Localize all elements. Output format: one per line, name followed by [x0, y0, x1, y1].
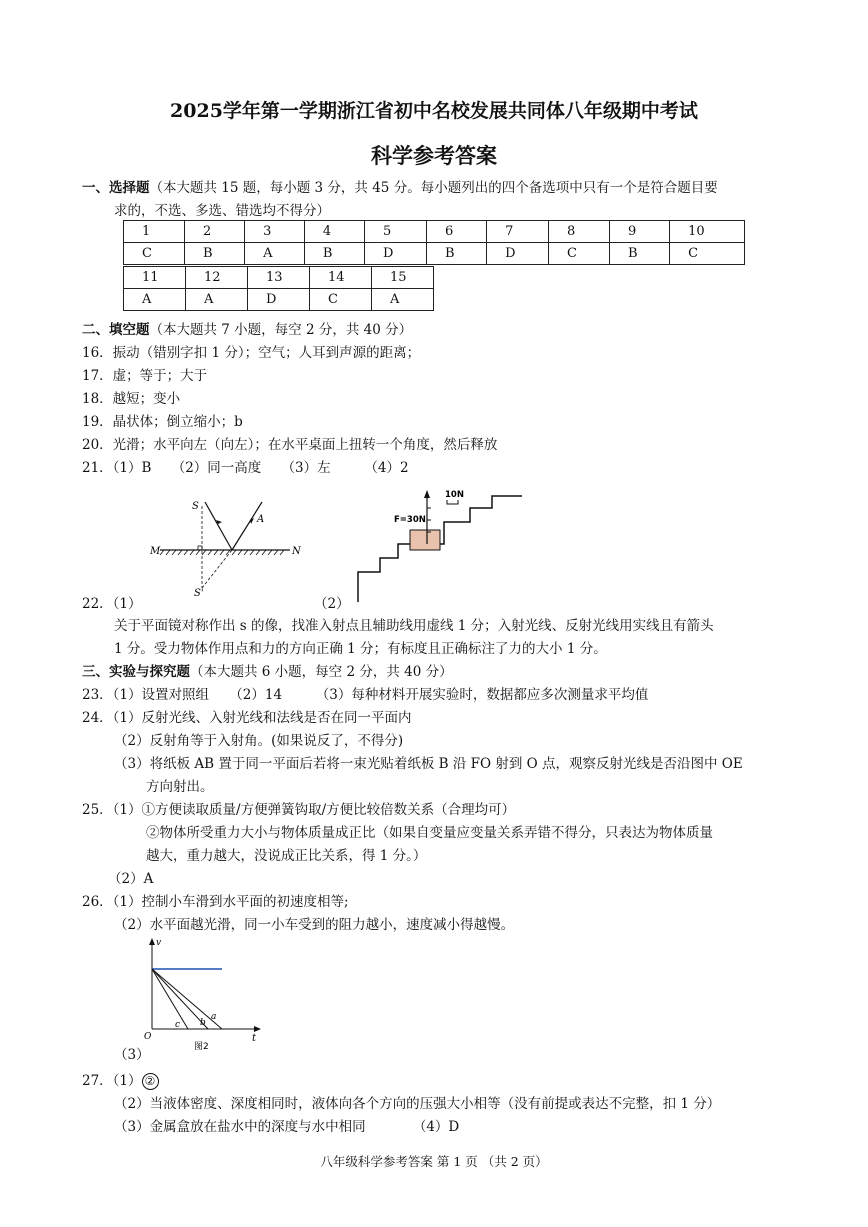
answer-q26-2: （2）水平面越光滑，同一小车受到的阻力越小，速度减小得越慢。	[114, 917, 515, 933]
force-scale-ticks	[427, 508, 431, 532]
reflected-ray	[232, 502, 265, 550]
question-number: 1	[124, 221, 185, 243]
line-c	[152, 969, 188, 1029]
answer-q27-3: （3）金属盒放在盐水中的深度与水中相同 （4）D	[114, 1119, 460, 1135]
question-number: 13	[248, 267, 310, 289]
label-c: c	[175, 1020, 181, 1030]
incident-ray	[205, 502, 232, 550]
question-number: 3	[245, 221, 305, 243]
label-s-image: S'	[194, 588, 204, 598]
label-s: S	[192, 501, 199, 512]
answer-table-2	[123, 266, 434, 311]
table-row	[124, 243, 745, 265]
answer-cell: D	[364, 243, 426, 265]
page-footer: 八年级科学参考答案 第 1 页 （共 2 页）	[320, 1154, 548, 1169]
answer-q24-3b: 方向射出。	[146, 779, 214, 795]
label-a: a	[211, 1012, 217, 1022]
answer-cell: A	[372, 289, 434, 311]
answer-q17: 17．虚；等于；大于	[82, 368, 208, 384]
answer-q24-1: 24．（1）反射光线、入射光线和法线是否在同一平面内	[82, 710, 412, 726]
answer-q16: 16．振动（错别字扣 1 分）；空气；人耳到声源的距离；	[82, 345, 421, 361]
answer-cell: A	[124, 289, 186, 311]
section3-desc: （本大题共 6 小题，每空 2 分，共 40 分）	[190, 664, 453, 680]
section1-line	[82, 176, 718, 196]
answer-q24-3a: （3）将纸板 AB 置于同一平面后若将一束光贴着纸板 B 沿 FO 射到 O 点，观察反射光线是否沿图中 OE	[114, 756, 743, 772]
section3-line	[82, 660, 453, 680]
answer-q19: 19．晶状体；倒立缩小；b	[82, 414, 243, 430]
t-label: t	[252, 1033, 257, 1044]
question-number: 15	[372, 267, 434, 289]
answer-cell: A	[186, 289, 248, 311]
answer-cell: C	[670, 243, 745, 265]
exam-title: 2025学年第一学期浙江省初中名校发展共同体八年级期中考试	[170, 100, 698, 122]
mirror-reflection-figure	[140, 488, 315, 598]
answer-q25-2b: 越大，重力越大，没说成正比关系，得 1 分。）	[146, 848, 427, 864]
question-number: 12	[186, 267, 248, 289]
block	[410, 530, 440, 550]
mirror-hatching	[160, 550, 284, 555]
circled-answer: ②	[142, 1073, 159, 1090]
answer-cell: C	[124, 243, 185, 265]
force-diagram-figure	[352, 486, 532, 602]
force-arrow-icon	[424, 490, 430, 498]
answer-q27-1	[82, 1069, 159, 1090]
answer-table-1	[123, 220, 745, 265]
table-row	[124, 267, 434, 289]
answer-q24-2: （2）反射角等于入射角。(如果说反了，不得分)	[114, 733, 404, 749]
v-axis-arrow-icon	[149, 938, 155, 945]
question-number: 2	[184, 221, 244, 243]
label-n: N	[292, 546, 301, 557]
answer-cell: D	[487, 243, 549, 265]
question-number: 10	[670, 221, 745, 243]
scale-label: 10N	[445, 490, 464, 500]
answer-q27-2: （2）当液体密度、深度相同时，液体向各个方向的压强大小相等（没有前提或表达不完整，扣 1 分）	[114, 1096, 721, 1112]
answer-q22-part2: （2）	[314, 596, 350, 612]
q27-1-prefix: 27．（1）	[82, 1073, 142, 1089]
answer-subtitle: 科学参考答案	[371, 143, 497, 168]
answer-q25-2a: ②物体所受重力大小与物体质量成正比（如果自变量应变量关系弄错不得分，只表达为物体质量	[146, 825, 713, 841]
answer-q26-3: （3）	[114, 1047, 150, 1063]
q22-scoring-note-2: 1 分。受力物体作用点和力的方向正确 1 分；有标度且正确标注了力的大小 1 分。	[114, 641, 607, 657]
scale-bar	[447, 500, 458, 504]
section2-line	[82, 318, 412, 338]
answer-cell: B	[304, 243, 364, 265]
table-row	[124, 289, 434, 311]
velocity-time-graph	[140, 935, 265, 1055]
answer-q20: 20．光滑；水平向左（向左）；在水平桌面上扭转一个角度，然后释放	[82, 437, 498, 453]
answer-cell: C	[549, 243, 610, 265]
answer-cell: A	[245, 243, 305, 265]
section1-desc: （本大题共 15 题，每小题 3 分，共 45 分。每小题列出的四个备选项中只有一个是符合题目要	[149, 180, 718, 196]
answer-cell: B	[184, 243, 244, 265]
v-label: v	[156, 938, 162, 948]
question-number: 9	[609, 221, 669, 243]
force-label: F=30N	[394, 515, 426, 525]
label-a: A	[257, 514, 265, 525]
q22-scoring-note-1: 关于平面镜对称作出 s 的像，找准入射点且辅助线用虚线 1 分；入射光线、反射光线用实线且有箭头	[114, 618, 714, 634]
t-axis-arrow-icon	[254, 1026, 261, 1032]
origin-label: O	[144, 1032, 152, 1042]
question-number: 14	[310, 267, 372, 289]
question-number: 5	[364, 221, 426, 243]
question-number: 4	[304, 221, 364, 243]
section3-heading: 三、实验与探究题	[82, 664, 190, 680]
answer-q22-part1: 22．（1）	[82, 596, 142, 612]
answer-cell: B	[609, 243, 669, 265]
section2-desc: （本大题共 7 小题，每空 2 分，共 40 分）	[149, 322, 413, 338]
graph-caption: 图2	[194, 1042, 209, 1052]
answer-q25-3: （2）A	[108, 871, 154, 887]
section1-heading: 一、选择题	[82, 180, 150, 196]
answer-q25-1: 25．（1）①方便读取质量/方便弹簧钩取/方便比较倍数关系（合理均可）	[82, 802, 516, 818]
answer-cell: D	[248, 289, 310, 311]
answer-cell: C	[310, 289, 372, 311]
table-row	[124, 221, 745, 243]
answer-cell: B	[426, 243, 486, 265]
label-b: b	[200, 1018, 206, 1028]
question-number: 8	[549, 221, 610, 243]
answer-q21: 21．（1）B （2）同一高度 （3）左 （4）2	[82, 460, 409, 476]
answer-q26-1: 26．（1）控制小车滑到水平面的初速度相等;	[82, 894, 349, 910]
section2-heading: 二、填空题	[82, 322, 150, 338]
answer-q18: 18．越短；变小	[82, 391, 181, 407]
question-number: 7	[487, 221, 549, 243]
question-number: 6	[426, 221, 486, 243]
label-m: M	[150, 546, 161, 557]
answer-q23: 23．（1）设置对照组 （2）14 （3）每种材料开展实验时，数据都应多次测量求平均值	[82, 687, 649, 703]
auxiliary-line	[202, 550, 232, 588]
section1-desc-2: 求的，不选、多选、错选均不得分）	[114, 203, 330, 219]
question-number: 11	[124, 267, 186, 289]
